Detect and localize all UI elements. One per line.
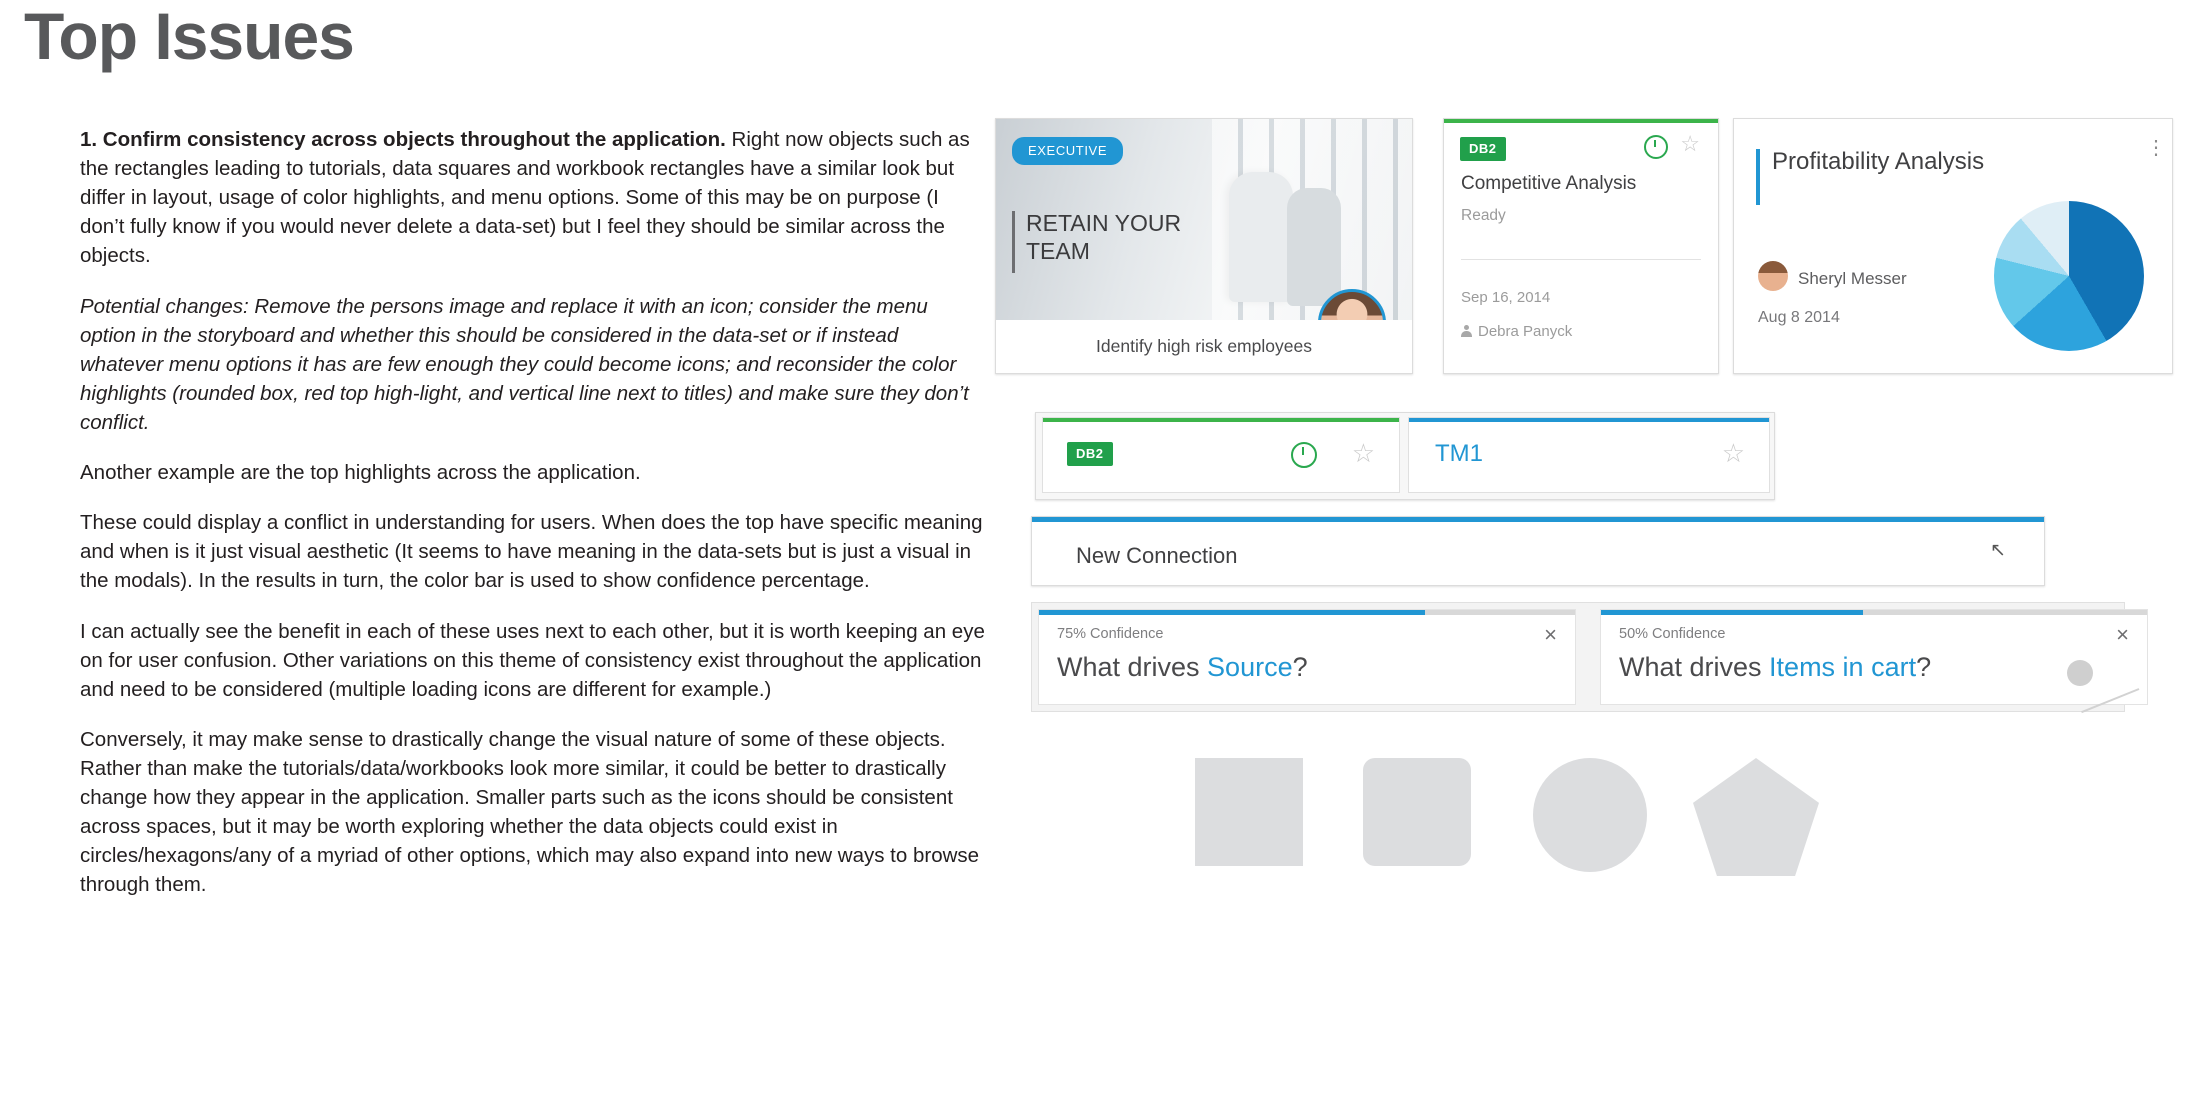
- new-connection-label: New Connection: [1076, 543, 1238, 568]
- confidence-question: [1057, 652, 1308, 683]
- cursor-icon: ↖: [1990, 540, 2006, 561]
- question-suffix: ?: [1916, 652, 1932, 682]
- question-highlight: Source: [1207, 652, 1293, 682]
- page-title: Top Issues: [24, 0, 354, 73]
- clock-icon: [1644, 135, 1668, 159]
- paragraph-5: I can actually see the benefit in each of these uses next to each other, but it is worth keeping an eye on for user confusion. Other variations on this theme of consistency exist throughout the application and need to be considered (multiple loading icons are different for example.): [80, 619, 985, 701]
- question-suffix: ?: [1292, 652, 1308, 682]
- paragraph-2: Potential changes: Remove the persons image and replace it with an icon; consider the menu option in the storyboard and whether this should be considered in the data-set or if instead whatever menu options it has are few enough they could become icons; and reconsider the color highlights (rounded box, red top high-light, and vertical line next to titles) and make sure they don’t conflict.: [80, 294, 969, 434]
- issue-body-text: [80, 125, 985, 921]
- close-icon[interactable]: ×: [2116, 622, 2129, 647]
- avatar: [1758, 261, 1788, 291]
- executive-badge: EXECUTIVE: [1012, 137, 1123, 165]
- tab-db2[interactable]: [1042, 417, 1400, 493]
- executive-caption: Identify high risk employees: [996, 320, 1412, 373]
- tab-tm1[interactable]: [1408, 417, 1770, 493]
- tile-date: Sep 16, 2014: [1461, 289, 1551, 306]
- tile-status: Ready: [1461, 207, 1506, 224]
- pie-chart: [1994, 201, 2144, 351]
- question-prefix: What drives: [1057, 652, 1208, 682]
- shape-rounded-square: [1363, 758, 1471, 866]
- shape-pentagon: [1693, 758, 1819, 876]
- slider-handle[interactable]: [2067, 660, 2093, 686]
- question-prefix: What drives: [1619, 652, 1770, 682]
- tile-user-label: Debra Panyck: [1478, 323, 1573, 340]
- tile-date: Aug 8 2014: [1758, 309, 1840, 326]
- person-icon: [1461, 325, 1472, 337]
- blue-top-highlight: [1032, 517, 2044, 522]
- paragraph-1: [80, 125, 985, 271]
- favorite-star-icon[interactable]: ☆: [1721, 438, 1745, 468]
- close-icon[interactable]: ×: [1544, 622, 1557, 647]
- tile-user: [1461, 323, 1572, 340]
- confidence-bar-fill: [1039, 610, 1425, 615]
- paragraph-6: Conversely, it may make sense to drastically change the visual nature of some of these objects. Rather than make the tutorials/data/workbooks look more similar, it could be better to drastically change how they appear in the application. Smaller parts such as the icons should be consistent across spaces, but it may be worth exploring whether the data objects could exist in circles/hexagons/any of a myriad of other options, which may also expand into new ways to browse through them.: [80, 727, 980, 897]
- tile-title: Profitability Analysis: [1772, 148, 1985, 175]
- question-highlight: Items in cart: [1769, 652, 1917, 682]
- person-figure-background: [1229, 172, 1293, 302]
- favorite-star-icon[interactable]: ☆: [1680, 131, 1700, 156]
- green-top-highlight: [1043, 418, 1399, 422]
- new-connection-bar[interactable]: [1031, 516, 2045, 586]
- paragraph-4: These could display a conflict in understanding for users. When does the top have specific meaning and when is it just visual aesthetic (It seems to have meaning in the data-sets but is just a visual in the modals). In the results in turn, the color bar is used to show confidence percentage.: [80, 511, 983, 593]
- screenshot-collage: [995, 110, 2175, 990]
- db2-source-chip: DB2: [1460, 137, 1506, 161]
- person-figure-secondary: [1287, 188, 1341, 306]
- confidence-bar-fill: [1601, 610, 1863, 615]
- blue-top-highlight: [1409, 418, 1769, 422]
- tile-user: Sheryl Messer: [1798, 269, 1907, 288]
- shape-square: [1195, 758, 1303, 866]
- blue-accent-bar: [1756, 149, 1760, 205]
- confidence-question: [1619, 652, 1931, 683]
- confidence-card-source[interactable]: [1038, 609, 1576, 705]
- favorite-star-icon[interactable]: ☆: [1351, 438, 1375, 468]
- paragraph-3: Another example are the top highlights across the application.: [80, 461, 641, 485]
- db2-source-chip: DB2: [1067, 442, 1113, 466]
- shape-circle: [1533, 758, 1647, 872]
- competitive-analysis-tile[interactable]: [1443, 118, 1719, 374]
- slider-track: [2081, 688, 2139, 713]
- divider: [1461, 259, 1701, 260]
- executive-headline: RETAIN YOUR TEAM: [1026, 210, 1182, 265]
- shape-explorations: [1195, 758, 1835, 888]
- profitability-analysis-tile[interactable]: [1733, 118, 2173, 374]
- confidence-label: 75% Confidence: [1057, 626, 1164, 642]
- executive-accent-bar: [1012, 211, 1015, 273]
- tm1-source-label: TM1: [1435, 440, 1483, 467]
- confidence-label: 50% Confidence: [1619, 626, 1726, 642]
- green-top-highlight: [1444, 119, 1718, 123]
- confidence-results-row: [1031, 602, 2129, 712]
- source-tabs-row: [1035, 412, 1775, 500]
- paragraph-1-lead: 1. Confirm consistency across objects throughout the application.: [80, 128, 726, 151]
- paragraph-1-text: Right now objects such as the rectangles leading to tutorials, data squares and workbook rectangles have a similar look but differ in layout, usage of color highlights, and menu options. Some of this may be on purpose (I don’t fully know if you would never delete a data-set) but I feel they should be similar across the objects.: [80, 128, 970, 268]
- executive-tile[interactable]: [995, 118, 1413, 374]
- clock-icon: [1291, 442, 1317, 468]
- confidence-card-items-in-cart[interactable]: [1600, 609, 2148, 705]
- kebab-menu-icon[interactable]: ⋮: [2146, 137, 2166, 159]
- tile-title: Competitive Analysis: [1461, 173, 1637, 194]
